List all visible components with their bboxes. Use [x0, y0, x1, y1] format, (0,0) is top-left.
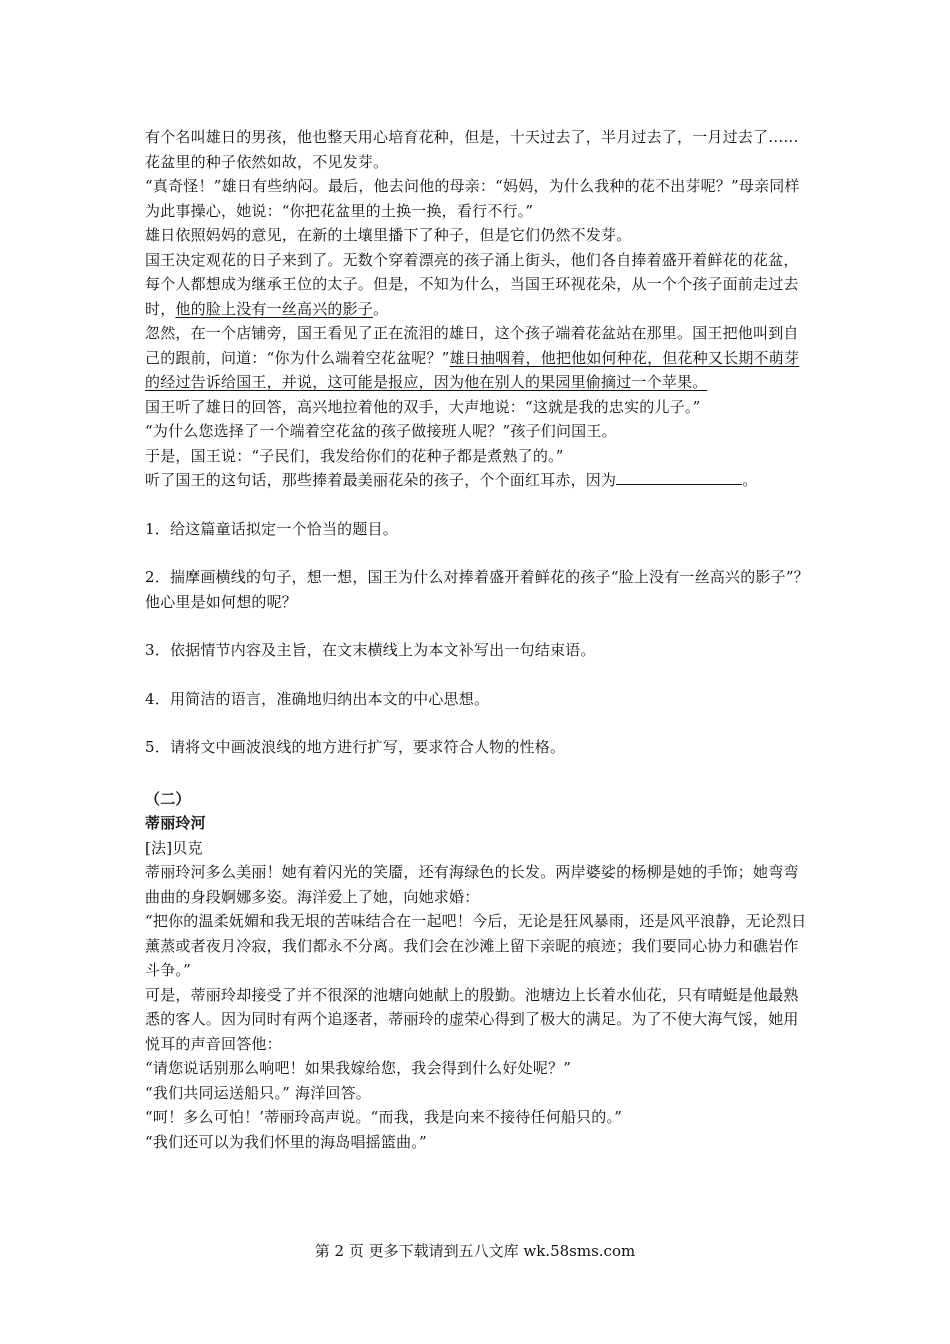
- underlined-sentence: 他的脸上没有一丝高兴的影子: [175, 299, 374, 318]
- story1-paragraph: 有个名叫雄日的男孩，他也整天用心培育花种，但是，十天过去了，半月过去了，一月过去了……花盆里的种子依然如故，不见发芽。: [145, 128, 799, 171]
- question-1: 1．给这篇童话拟定一个恰当的题目。: [145, 519, 398, 538]
- story2-paragraph: “我们还可以为我们怀里的海岛唱摇篮曲。”: [145, 1132, 427, 1151]
- story2-paragraph: “请您说话别那么响吧！如果我嫁给您，我会得到什么好处呢？”: [145, 1059, 572, 1077]
- story2-paragraph: 可是，蒂丽玲却接受了并不很深的池塘向她献上的殷勤。池塘边上长着水仙花，只有晴蜓是他最熟悉的客人。因为同时有两个追逐者，蒂丽玲的虚荣心得到了极大的满足。为了不使大海气馁，她用悦耳的声音回答他：: [145, 985, 799, 1053]
- story2-paragraph: “我们共同运送船只。” 海洋回答。: [145, 1083, 372, 1102]
- story1-text: 。: [742, 471, 758, 489]
- story-author: [法]贝克: [145, 838, 203, 857]
- story1-text: 。: [373, 299, 389, 318]
- question-4: 4．用简洁的语言，准确地归纳出本文的中心思想。: [145, 689, 490, 708]
- story2-paragraph: “把你的温柔妩媚和我无垠的苦味结合在一起吧！今后，无论是狂风暴雨，还是风平浪静，无论烈日薰蒸或者夜月冷寂，我们都永不分离。我们会在沙滩上留下亲昵的痕迹；我们要同心协力和礁岩作斗争。”: [145, 912, 807, 979]
- question-2: 2．揣摩画横线的句子，想一想，国王为什么对捧着盛开着鲜花的孩子“脸上没有一丝高兴的影子”？他心里是如何想的呢？: [145, 568, 809, 611]
- question-3: 3．依据情节内容及主旨，在文末横线上为本文补写出一句结束语。: [145, 641, 596, 659]
- story1-paragraph: “真奇怪！”雄日有些纳闷。最后，他去问他的母亲：“妈妈，为什么我种的花不出芽呢？”母亲同样为此事操心，她说：“你把花盆里的土换一换，看行不行。”: [145, 177, 800, 220]
- section-number: （二）: [145, 789, 191, 808]
- answer-blank-line: [616, 470, 742, 485]
- document-body: [145, 125, 810, 1154]
- story1-text: 国王决定观花的日子来到了。无数个穿着漂亮的孩子涌上街头，他们各自捧着盛开着鲜花的花盆，每个人都想成为继承王位的太子。但是，不知为什么，当国王环视花朵，从一个个孩子面前走过去时，: [145, 250, 799, 318]
- story1-paragraph: “为什么您选择了一个端着空花盆的孩子做接班人呢？”孩子们问国王。: [145, 422, 617, 440]
- wavy-underlined-sentence: 雄日抽咽着，他把他如何种花，但花种又长期不萌芽的经过告诉给国王，并说，这可能是报应，因为他在别人的果园里偷摘过一个苹果。: [145, 348, 800, 391]
- story2-paragraph: 蒂丽玲河多么美丽！她有着闪光的笑靥，还有海绿色的长发。两岸婆娑的杨柳是她的手饰；她弯弯曲曲的身段婀娜多姿。海洋爱上了她，向她求婚：: [145, 863, 799, 906]
- story1-text: 忽然，在一个店铺旁，国王看见了正在流泪的雄日，这个孩子端着花盆站在那里。国王把他叫到自己的跟前，问道：“你为什么端着空花盆呢？”: [145, 324, 799, 367]
- story-title: 蒂丽玲河: [145, 814, 206, 832]
- story2-paragraph: “呵！多么可怕！’蒂丽玲高声说。“而我，我是向来不接待任何船只的。”: [145, 1108, 623, 1126]
- page-footer: 第 2 页 更多下载请到五八文库 wk.58sms.com: [314, 1242, 636, 1260]
- story1-paragraph: [145, 468, 810, 493]
- story1-text: 听了国王的这句话，那些捧着最美丽花朵的孩子，个个面红耳赤，因为: [145, 471, 617, 489]
- story1-paragraph: 雄日依照妈妈的意见，在新的土壤里播下了种子，但是它们仍然不发芽。: [145, 226, 632, 244]
- story1-paragraph: [145, 248, 810, 322]
- question-5: 5．请将文中画波浪线的地方进行扩写，要求符合人物的性格。: [145, 738, 566, 756]
- story1-paragraph: [145, 321, 810, 395]
- story1-paragraph: 于是，国王说：“子民们，我发给你们的花种子都是煮熟了的。”: [145, 446, 564, 465]
- story1-paragraph: 国王听了雄日的回答，高兴地拉着他的双手，大声地说：“这就是我的忠实的儿子。”: [145, 397, 701, 416]
